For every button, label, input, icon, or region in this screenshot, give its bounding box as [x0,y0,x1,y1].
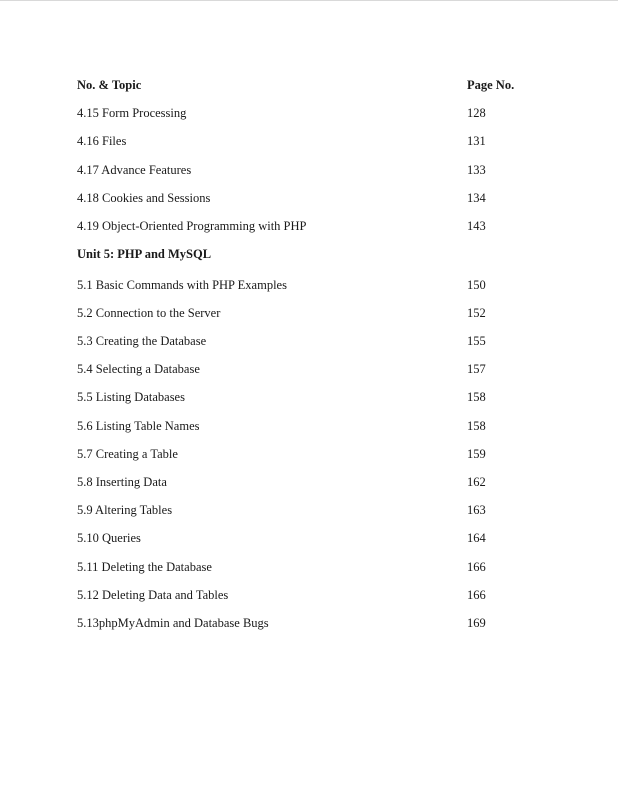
toc-entry-topic: 4.15 Form Processing [77,106,187,121]
toc-entry-page: 159 [467,446,486,461]
toc-entry [77,501,527,529]
toc-entry [77,473,527,501]
toc-entry-page: 158 [467,418,486,433]
table-of-contents [77,76,527,642]
toc-entry [77,558,527,586]
toc-entry [77,104,527,132]
toc-entry-page: 163 [467,503,486,518]
toc-entry-topic: 5.1 Basic Commands with PHP Examples [77,277,287,292]
toc-entry [77,161,527,189]
toc-entry [77,445,527,473]
toc-entry-topic: 5.11 Deleting the Database [77,559,212,574]
toc-entry-topic: 4.18 Cookies and Sessions [77,190,211,205]
page-column-header: Page No. [467,78,515,92]
page-top-border [0,0,618,1]
toc-entry [77,276,527,304]
toc-entry-page: 143 [467,218,486,233]
toc-entry-page: 155 [467,334,486,348]
unit-heading-row [77,245,527,276]
toc-entry-topic: 5.9 Altering Tables [77,503,173,518]
unit-heading: Unit 5: PHP and MySQL [77,247,212,262]
toc-entry-topic: 5.4 Selecting a Database [77,362,200,377]
toc-entry-page: 169 [467,615,486,630]
toc-entry-page: 133 [467,162,486,177]
toc-entry [77,332,527,360]
toc-entry-page: 128 [467,106,486,121]
toc-entry-topic: 4.19 Object-Oriented Programming with PHP [77,218,307,233]
toc-entry [77,132,527,160]
toc-entry-topic: 5.12 Deleting Data and Tables [77,587,229,602]
toc-entry-page: 134 [467,190,486,205]
toc-entry [77,529,527,557]
toc-entry-topic: 5.5 Listing Databases [77,390,185,405]
toc-header-row [77,76,527,104]
toc-entry-topic: 4.16 Files [77,134,127,149]
toc-entry-page: 152 [467,305,486,320]
toc-entry [77,614,527,642]
toc-entry-page: 164 [467,531,486,546]
toc-entry-page: 150 [467,277,486,292]
toc-entry [77,417,527,445]
toc-entry-page: 131 [467,134,486,149]
toc-entry-topic: 5.13phpMyAdmin and Database Bugs [77,615,269,630]
toc-entry [77,304,527,332]
toc-entry-page: 166 [467,587,486,602]
toc-entry-page: 157 [467,362,486,377]
toc-entry [77,586,527,614]
toc-entry [77,388,527,416]
toc-entry [77,360,527,388]
toc-entry-topic: 5.2 Connection to the Server [77,305,221,320]
toc-entry-page: 166 [467,559,486,574]
toc-entry-topic: 5.6 Listing Table Names [77,418,200,433]
toc-entry-page: 158 [467,390,486,405]
toc-entry-topic: 5.3 Creating the Database [77,334,207,348]
toc-entry [77,189,527,217]
toc-entry-topic: 5.10 Queries [77,531,141,546]
toc-entry-topic: 4.17 Advance Features [77,162,192,177]
toc-entry-topic: 5.8 Inserting Data [77,474,167,489]
toc-entry [77,217,527,245]
topic-column-header: No. & Topic [77,78,142,92]
toc-entry-page: 162 [467,474,486,489]
toc-entry-topic: 5.7 Creating a Table [77,446,178,461]
